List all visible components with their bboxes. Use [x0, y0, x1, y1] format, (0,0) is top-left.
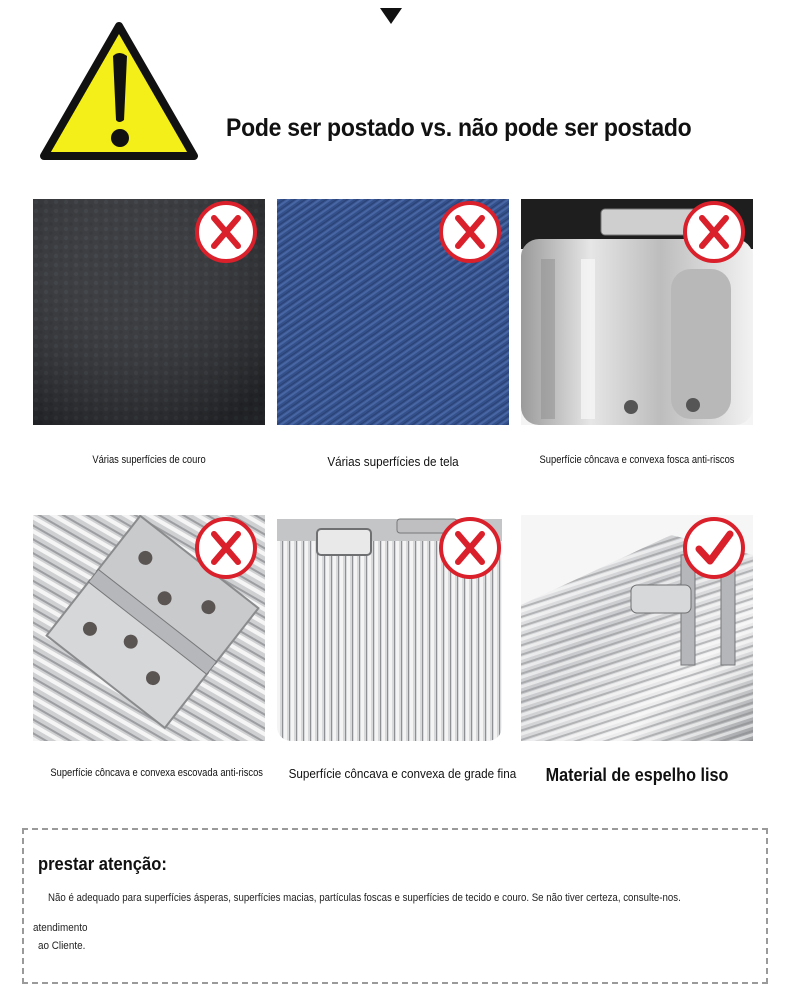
tile-mirror-case: [521, 515, 753, 741]
notice-box: [22, 828, 768, 984]
tile-caption-mirror-case: Material de espelho liso: [545, 765, 729, 785]
tile-caption-matte-case: Superfície côncava e convexa fosca anti-riscos: [539, 454, 735, 466]
tile-caption-denim: Várias superfícies de tela: [327, 454, 459, 469]
not-allowed-x-icon: [195, 201, 257, 263]
tile-caption-fine-grid: Superfície côncava e convexa de grade fina: [288, 766, 517, 781]
tile-matte-case: [521, 199, 753, 425]
down-arrow-icon: [380, 8, 402, 24]
tile-caption-brushed-hinge: Superfície côncava e convexa escovada anti-riscos: [50, 767, 263, 779]
not-allowed-x-icon: [195, 517, 257, 579]
page-title: Pode ser postado vs. não pode ser postado: [226, 114, 692, 142]
tile-fine-grid: [277, 515, 509, 741]
notice-title: prestar atenção:: [38, 854, 167, 874]
warning-triangle-icon: [38, 20, 200, 162]
notice-line-3: ao Cliente.: [38, 940, 86, 952]
tile-brushed-hinge: [33, 515, 265, 741]
notice-line-2: atendimento: [33, 922, 88, 934]
not-allowed-x-icon: [683, 201, 745, 263]
tile-denim: [277, 199, 509, 425]
not-allowed-x-icon: [439, 517, 501, 579]
tile-caption-leather: Várias superfícies de couro: [92, 454, 206, 466]
tile-leather: [33, 199, 265, 425]
not-allowed-x-icon: [439, 201, 501, 263]
allowed-check-icon: [683, 517, 745, 579]
notice-body: Não é adequado para superfícies ásperas, superfícies macias, partículas foscas e superfícies de tecido e couro. Se não tiver certeza, consulte-nos.: [48, 892, 681, 904]
